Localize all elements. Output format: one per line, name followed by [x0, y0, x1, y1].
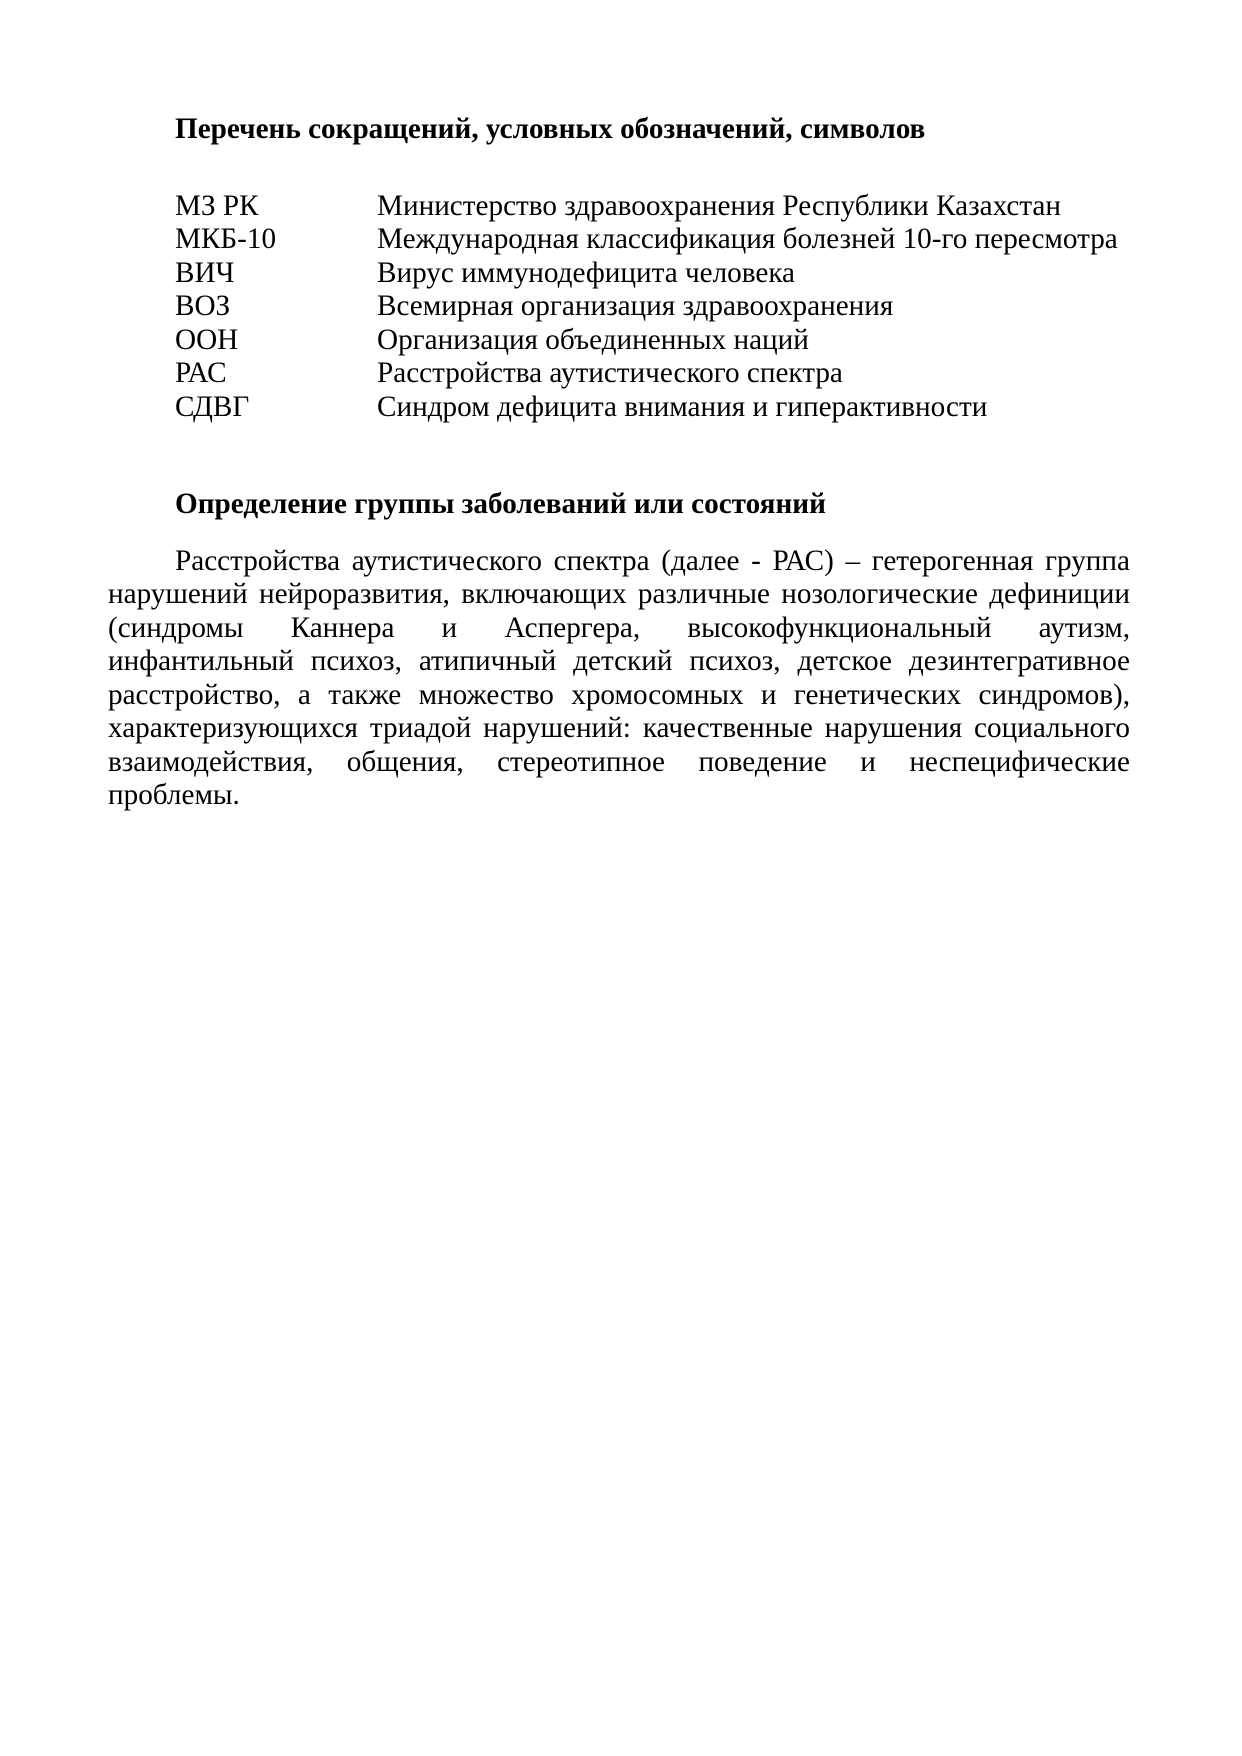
abbreviation-row — [175, 357, 1130, 391]
abbreviations-heading: Перечень сокращений, условных обозначений, символов — [175, 113, 926, 145]
abbreviation-row — [175, 391, 1130, 425]
abbreviation-term: СДВГ — [175, 390, 250, 423]
abbreviation-row — [175, 223, 1130, 257]
abbreviation-definition: Синдром дефицита внимания и гиперактивности — [377, 390, 988, 423]
paragraph-line: расстройство, а также множество хромосомных и генетических синдромов), — [108, 678, 1130, 711]
abbreviation-term: ООН — [175, 323, 239, 356]
abbreviation-definition: Вирус иммунодефицита человека — [377, 256, 796, 289]
definition-heading: Определение группы заболеваний или состояний — [175, 488, 826, 520]
abbreviation-definition: Международная классификация болезней 10-го пересмотра — [377, 223, 1118, 255]
abbreviation-definition: Всемирная организация здравоохранения — [377, 290, 894, 322]
paragraph-line: (синдромы Каннера и Аспергера, высокофункциональный аутизм, — [108, 611, 1130, 644]
abbreviation-definition: Расстройства аутистического спектра — [377, 357, 843, 389]
paragraph-line: проблемы. — [108, 779, 240, 811]
paragraph-line: взаимодействия, общения, стереотипное поведение и неспецифические — [108, 745, 1130, 778]
abbreviations-list — [175, 190, 1130, 425]
abbreviation-definition: Организация объединенных наций — [377, 323, 809, 356]
abbreviation-term: МКБ-10 — [175, 223, 277, 255]
abbreviation-term: ВИЧ — [175, 256, 235, 289]
abbreviation-term: МЗ РК — [175, 189, 259, 222]
abbreviation-definition: Министерство здравоохранения Республики Казахстан — [377, 189, 1062, 222]
abbreviation-row — [175, 290, 1130, 324]
definition-paragraph — [108, 545, 1130, 813]
paragraph-line: Расстройства аутистического спектра (далее - РАС) – гетерогенная группа — [175, 544, 1130, 577]
paragraph-line: характеризующихся триадой нарушений: качественные нарушения социального — [108, 712, 1130, 744]
abbreviation-row — [175, 257, 1130, 291]
abbreviation-row — [175, 324, 1130, 358]
paragraph-line: нарушений нейроразвития, включающих различные нозологические дефиниции — [108, 578, 1130, 610]
abbreviation-term: РАС — [175, 357, 227, 389]
abbreviation-row — [175, 190, 1130, 224]
paragraph-line: инфантильный психоз, атипичный детский психоз, детское дезинтегративное — [108, 645, 1130, 677]
abbreviation-term: ВОЗ — [175, 290, 231, 322]
